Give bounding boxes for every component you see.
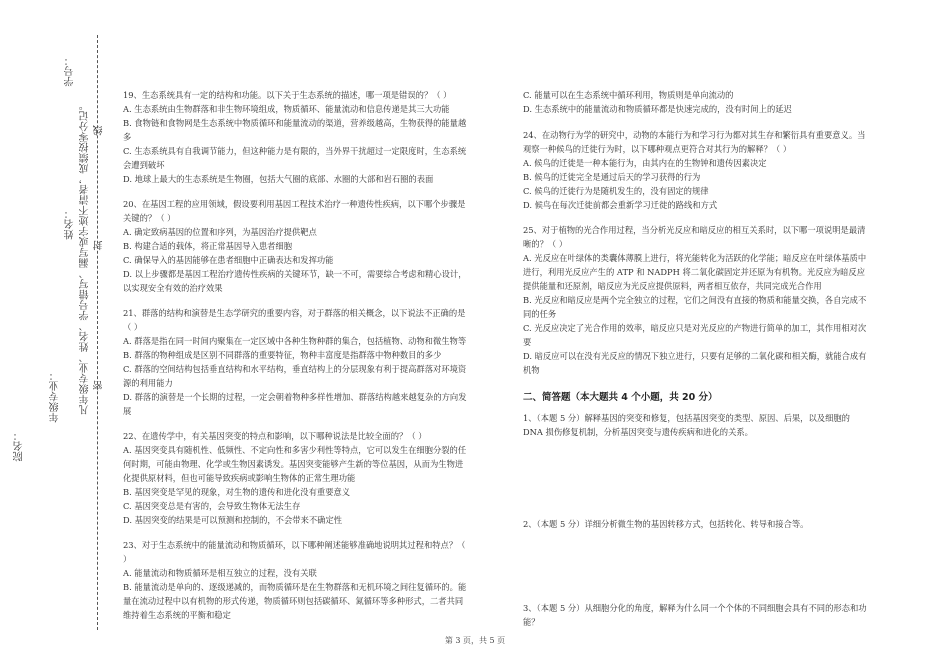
seal-mark: 封 [94,240,105,251]
option: A. 基因突变具有随机性、低频性、不定向性和多害少利性等特点，它可以发生在细胞分裂的任何时期，可能由物理、化学或生物因素诱发。基因突变能够产生新的等位基因，从而为生物进化提供原材料，但也可能导致疾病或影响生物体的正常生理功能 [123,445,467,483]
option: B. 构建合适的载体，将正常基因导入患者细胞 [123,241,293,251]
question [123,306,468,418]
option: D. 以上步骤都是基因工程治疗遗传性疾病的关键环节，缺一不可，需要综合考虑和精心设计，以实现安全有效的治疗效果 [123,269,467,293]
question-stem: 21、群落的结构和演替是生态学研究的重要内容，对于群落的相关概念，以下说法不正确的是（ ） [123,308,466,332]
option: C. 群落的空间结构包括垂直结构和水平结构，垂直结构上的分层现象有利于提高群落对环境资源的利用能力 [123,364,467,388]
binding-margin [0,0,110,672]
option: B. 能量流动是单向的、逐级递减的，而物质循环是在生物群落和无机环境之间往复循环的。能量在流动过程中以有机物的形式传递，物质循环则包括碳循环、氮循环等多种形式，二者共同维持着生态系统的平衡和稳定 [123,582,467,620]
option: C. 光反应决定了光合作用的效率，暗反应只是对光反应的产物进行简单的加工，其作用相对次要 [523,323,867,347]
option: C. 候鸟的迁徙行为是随机发生的，没有固定的规律 [523,186,709,196]
option: D. 暗反应可以在没有光反应的情况下独立进行，只要有足够的二氧化碳和相关酶，就能合成有机物 [523,351,867,375]
question-stem: 24、在动物行为学的研究中，动物的本能行为和学习行为都对其生存和繁衍具有重要意义。当观察一种候鸟的迁徙行为时，以下哪种观点更符合对其行为的解释？（ ） [523,130,866,154]
option: D. 地球上最大的生态系统是生物圈，包括大气圈的底部、水圈的大部和岩石圈的表面 [123,174,434,184]
option: C. 基因突变总是有害的，会导致生物体无法生存 [123,501,301,511]
question [123,538,468,622]
option: A. 群落是指在同一时间内聚集在一定区域中各种生物种群的集合，包括植物、动物和微生物等 [123,336,467,346]
left-column [123,88,468,633]
page-footer: 第 3 页，共 5 页 [444,636,506,645]
option: A. 确定致病基因的位置和序列，为基因治疗提供靶点 [123,227,317,237]
option: D. 群落的演替是一个长期的过程，一定会朝着物种多样性增加、群落结构越来越复杂的方向发展 [123,392,467,416]
question [123,88,468,186]
option: C. 确保导入的基因能够在患者细胞中正确表达和发挥功能 [123,255,334,265]
option: D. 基因突变的结果是可以预测和控制的，不会带来不确定性 [123,515,343,525]
question-stem: 25、对于植物的光合作用过程，当分析光反应和暗反应的相互关系时，以下哪一项说明是最清晰的？（ ） [523,225,866,249]
option: B. 群落的物种组成是区别不同群落的重要特征，物种丰富度是指群落中物种数目的多少 [123,350,442,360]
option: A. 候鸟的迁徙是一种本能行为，由其内在的生物钟和遗传因素决定 [523,158,767,168]
name-label: 姓名： [65,208,76,240]
option: B. 候鸟的迁徙完全是通过后天的学习获得的行为 [523,172,701,182]
option: C. 生态系统具有自我调节能力，但这种能力是有限的，当外界干扰超过一定限度时，生态系统会遭到破坏 [123,146,467,170]
option: A. 光反应在叶绿体的类囊体薄膜上进行，将光能转化为活跃的化学能；暗反应在叶绿体基质中进行，利用光反应产生的 ATP 和 NADPH 将二氧化碳固定并还原为有机物。光反应为暗反应提供能量和还原剂，暗反应为光反应提供原料，两者相互依存，共同完成光合作用 [523,253,867,291]
seal-line-mark: 线 [94,125,105,136]
question [523,128,868,212]
option: A. 生态系统由生物群落和非生物环境组成，物质循环、能量流动和信息传递是其三大功能 [123,104,450,114]
school-label: 院名： [14,430,25,462]
question-stem: 20、在基因工程的应用领域，假设要利用基因工程技术治疗一种遗传性疾病，以下哪个步骤是关键的？（ ） [123,199,466,223]
student-id-label: 学号： [65,55,76,87]
grade-major-label: 年级专业： [50,370,61,423]
question [123,429,468,527]
question-stem: 19、生态系统具有一定的结构和功能。以下关于生态系统的描述，哪一项是错误的？（ ） [123,90,452,100]
option: A. 能量流动和物质循环是相互独立的过程，没有关联 [123,568,317,578]
question [123,197,468,295]
section-title: 二、简答题（本大题共 4 个小题，共 20 分） [523,392,718,403]
question [523,223,868,377]
close-mark: 密 [94,380,105,391]
option: B. 食物链和食物网是生态系统中物质循环和能量流动的渠道，营养级越高，生物获得的能量越多 [123,118,467,142]
option: B. 基因突变是罕见的现象，对生物的遗传和进化没有重要意义 [123,487,351,497]
option: C. 能量可以在生态系统中循环利用，物质则是单向流动的 [523,90,734,100]
short-question: 1、（本题 5 分）解释基因的突变和修复，包括基因突变的类型、原因、后果，以及细胞的 DNA 损伤修复机制，分析基因突变与遗传疾病和进化的关系。 [523,413,850,437]
binding-instruction: 凡年级专业、姓名、学号错写、漏写或字迹不清者，成绩按零分记。 [80,100,91,415]
right-column [523,88,868,629]
option: D. 生态系统中的能量流动和物质循环都是快速完成的，没有时间上的延迟 [523,104,792,114]
question-stem: 22、在遗传学中，有关基因突变的特点和影响，以下哪种说法是比较全面的？（ ） [123,431,427,441]
option: B. 光反应和暗反应是两个完全独立的过程，它们之间没有直接的物质和能量交换，各自完成不同的任务 [523,295,867,319]
binding-dashed-line [97,35,98,630]
short-question: 3、（本题 5 分）从细胞分化的角度，解释为什么同一个个体的不同细胞会具有不同的形态和功能？ [523,603,867,627]
option: D. 候鸟在每次迁徙前都会重新学习迁徙的路线和方式 [523,200,718,210]
short-question: 2、（本题 5 分）详细分析微生物的基因转移方式，包括转化、转导和接合等。 [523,519,809,529]
question-stem: 23、对于生态系统中的能量流动和物质循环，以下哪种阐述能够准确地说明其过程和特点？（ ） [123,540,466,564]
